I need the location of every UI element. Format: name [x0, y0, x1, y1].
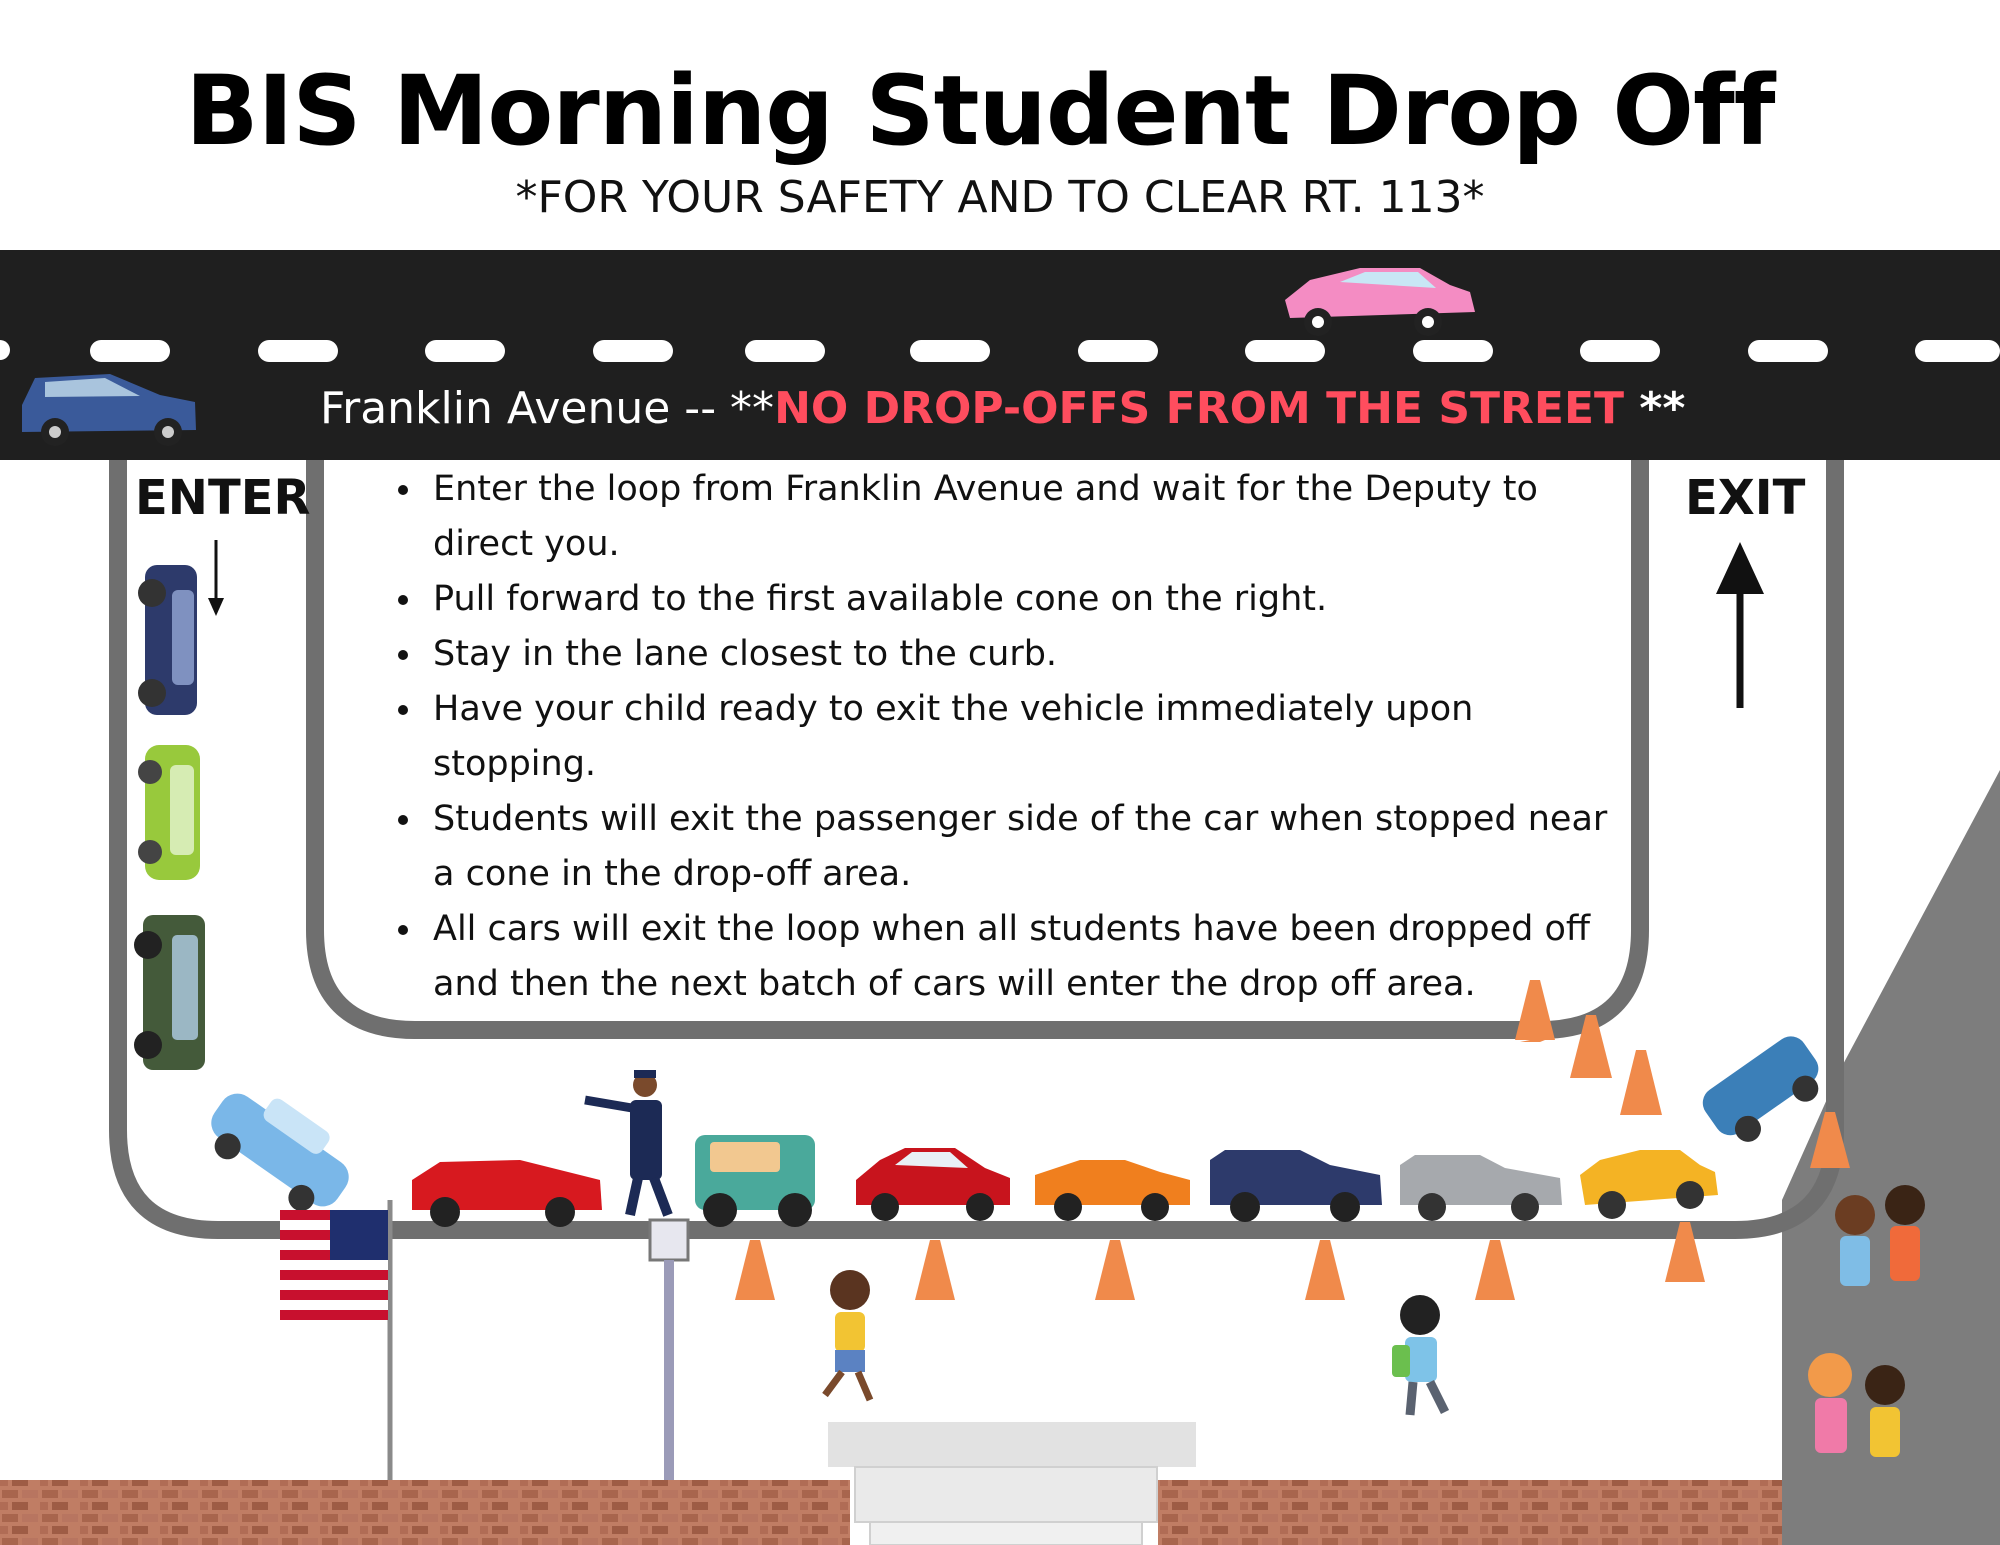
yellow-car-icon [1580, 1150, 1718, 1219]
light-blue-car-icon [196, 1073, 366, 1226]
rule-item: • Stay in the lane closest to the curb. [425, 627, 1625, 682]
street-warning: NO DROP-OFFS FROM THE STREET [774, 383, 1625, 434]
orange-sports-car-icon [1035, 1160, 1190, 1221]
rules-list [380, 462, 1625, 1012]
brick-wall-icon [0, 1480, 850, 1545]
rule-item: • Enter the loop from Franklin Avenue and wait for the Deputy to direct you. [425, 462, 1625, 572]
green-car-icon [138, 745, 200, 880]
navy-car-icon [138, 565, 197, 715]
page-subtitle: *FOR YOUR SAFETY AND TO CLEAR RT. 113* [515, 172, 1485, 223]
street-warning-stars: ** [1624, 383, 1686, 434]
school-steps-icon [828, 1422, 1196, 1545]
rule-item: • Students will exit the passenger side of the car when stopped near a cone in the drop-off area. [425, 792, 1625, 902]
rule-item: • All cars will exit the loop when all students have been dropped off and then the next batch of cars will enter the drop off area. [425, 902, 1625, 1012]
navy-suv-icon [1210, 1150, 1382, 1222]
enter-arrow-icon [208, 540, 224, 616]
teal-jeep-icon [695, 1135, 815, 1227]
red-convertible-icon [412, 1160, 602, 1227]
exit-label: EXIT [1685, 470, 1806, 526]
brick-wall-right [1158, 1480, 1782, 1545]
rule-item: • Pull forward to the first available cone on the right. [425, 572, 1625, 627]
rule-item: • Have your child ready to exit the vehicle immediately upon stopping. [425, 682, 1625, 792]
page-title: BIS Morning Student Drop Off [185, 55, 1775, 167]
student-girl-icon [825, 1270, 870, 1400]
dark-green-suv-icon [134, 915, 205, 1070]
exit-arrow-icon [1716, 542, 1764, 708]
student-backpack-icon [1392, 1295, 1445, 1415]
silver-suv-icon [1400, 1155, 1562, 1221]
street-label [320, 383, 1720, 434]
enter-label: ENTER [135, 470, 311, 526]
red-sedan-icon [856, 1148, 1010, 1221]
street-name: Franklin Avenue -- ** [320, 383, 775, 434]
american-flag-icon [280, 1200, 390, 1480]
